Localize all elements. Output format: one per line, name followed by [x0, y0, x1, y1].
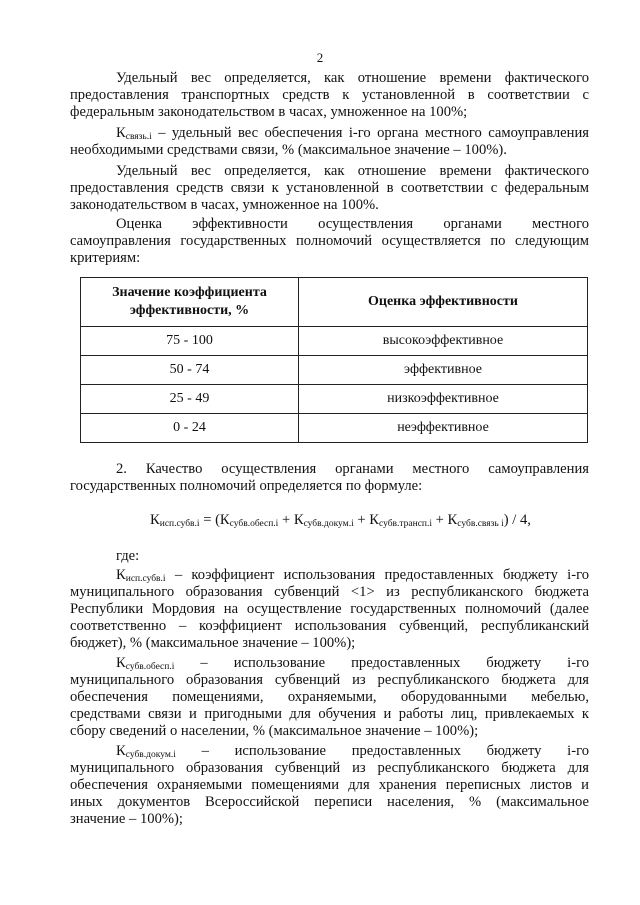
def2-line5: сбору сведений о населении, % (максимальное значение – 100%); [70, 723, 479, 739]
efficiency-table [80, 277, 588, 443]
para2-line2: необходимыми средствами связи, % (максимальное значение – 100%). [70, 142, 507, 158]
table-cell-range: 0 - 24 [81, 414, 299, 443]
table-row [81, 414, 588, 443]
table-cell-assessment: эффективное [299, 356, 588, 385]
para1-line2: предоставления транспортных средств к установленной в соответствии с [70, 87, 589, 103]
para3-line3: законодательством в часах, умноженное на 100%. [70, 197, 379, 213]
def3-line4: иных документов Всероссийской переписи населения, % (максимальное [70, 794, 589, 810]
def1-line3: Республики Мордовия на осуществление государственных полномочий (далее [70, 601, 589, 617]
def1-line1: $К_{исп.субв.i}$ – коэффициент использования предоставленных бюджету i-го [116, 567, 589, 584]
def1-line2: муниципального образования субвенций <1> из республиканского бюджета [70, 584, 589, 600]
table-cell-assessment: низкоэффективное [299, 385, 588, 414]
table-cell-range: 25 - 49 [81, 385, 299, 414]
table-cell-range: 50 - 74 [81, 356, 299, 385]
para4-line1: Оценка эффективности осуществления органами местного [116, 216, 589, 232]
table-header-coefficient: Значение коэффициента эффективности, % [81, 278, 299, 327]
formula: $К_{исп.субв.i} = (К_{субв.обесп.i} + К_{субв.докум.i} + К_{субв.трансп.i} + К_{субв.связь i}) / 4$, [150, 512, 531, 529]
para3-line2: предоставления средств связи к установленной в соответствии с федеральным [70, 180, 589, 196]
def2-line1: $К_{субв.обесп.i}$ – использование предоставленных бюджету i-го [116, 655, 589, 672]
table-row [81, 356, 588, 385]
def2-line4: средствами связи и пригодными для обучения и работы лиц, привлекаемых к [70, 706, 589, 722]
table-header-assessment: Оценка эффективности [299, 278, 588, 327]
def1-line4: соответственно – коэффициент использования субвенций, республиканский [70, 618, 589, 634]
para4-line3: критериям: [70, 250, 141, 266]
table-row [81, 385, 588, 414]
def3-line5: значение – 100%); [70, 811, 183, 827]
para1-line3: федеральным законодательством в часах, умноженное на 100%; [70, 104, 468, 120]
table-cell-assessment: неэффективное [299, 414, 588, 443]
def2-line3: обеспечения помещениями, охраняемыми, оборудованными мебелью, [70, 689, 589, 705]
para1-line1: Удельный вес определяется, как отношение времени фактического [116, 70, 589, 86]
def3-line1: $К_{субв.докум.i}$ – использование предоставленных бюджету i-го [116, 743, 589, 760]
def2-line2: муниципального образования субвенций из республиканского бюджета для [70, 672, 589, 688]
page-number: 2 [316, 50, 324, 65]
table-row [81, 327, 588, 356]
table-cell-assessment: высокоэффективное [299, 327, 588, 356]
para3-line1: Удельный вес определяется, как отношение времени фактического [116, 163, 589, 179]
para5-line2: государственных полномочий определяется по формуле: [70, 478, 423, 494]
para4-line2: самоуправления государственных полномочий осуществляется по следующим [70, 233, 589, 249]
def1-line5: бюджет), % (максимальное значение – 100%); [70, 635, 356, 651]
def3-line3: обеспечения охраняемыми помещениями для хранения переписных листов и [70, 777, 589, 793]
where-label: где: [116, 548, 140, 564]
para2-line1: $К_{связь.i}$ – удельный вес обеспечения i-го органа местного самоуправления [116, 125, 589, 142]
def3-line2: муниципального образования субвенций из республиканского бюджета для [70, 760, 589, 776]
table-cell-range: 75 - 100 [81, 327, 299, 356]
para5-line1: 2. Качество осуществления органами местного самоуправления [116, 461, 589, 477]
